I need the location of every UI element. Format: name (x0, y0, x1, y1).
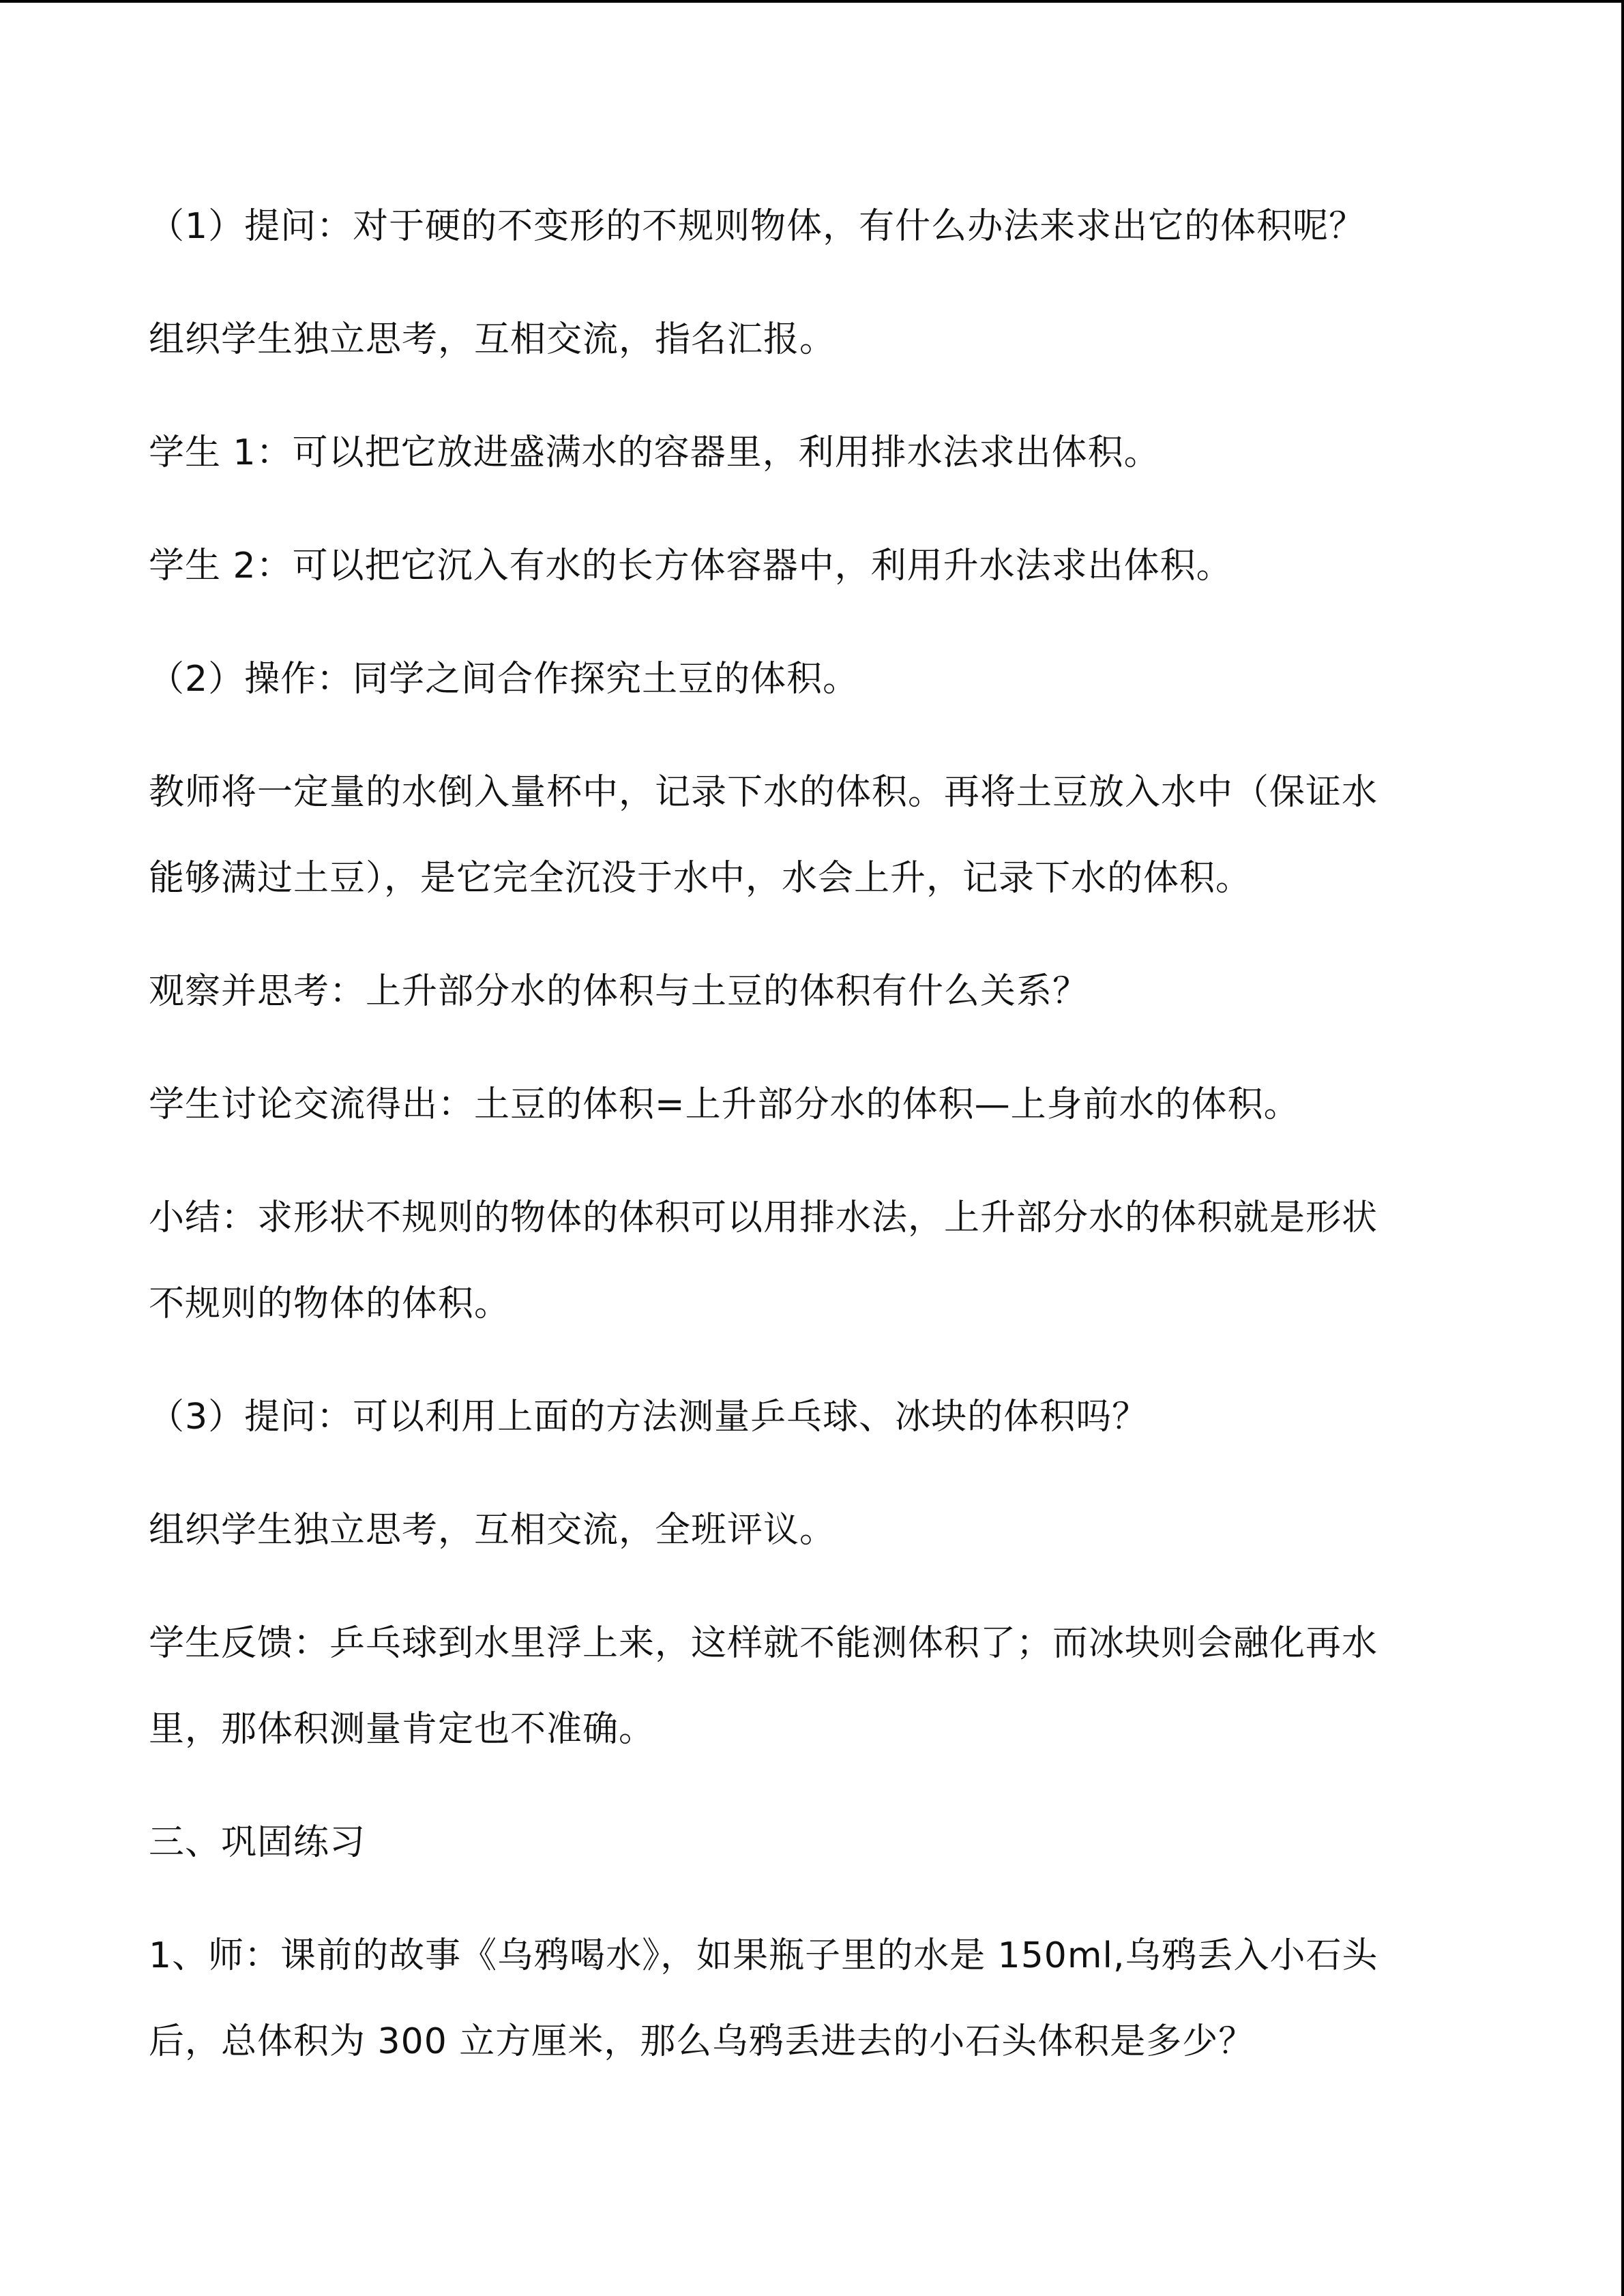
text-line: 学生 1：可以把它放进盛满水的容器里，利用排水法求出体积。 (149, 432, 1160, 473)
text-line: （1）提问：对于硬的不变形的不规则物体，有什么办法来求出它的体积呢？ (149, 206, 1365, 247)
section-heading: 三、巩固练习 (149, 1822, 366, 1863)
text-line: （3）提问：可以利用上面的方法测量乒乓球、冰块的体积吗？ (149, 1397, 1149, 1437)
text-line: 学生 2：可以把它沉入有水的长方体容器中，利用升水法求出体积。 (149, 546, 1232, 586)
text-line: 组织学生独立思考，互相交流，指名汇报。 (149, 319, 836, 360)
document-page (149, 205, 1486, 2063)
text-line: 1、师：课前的故事《乌鸦喝水》，如果瓶子里的水是 150ml,乌鸦丢入小石头 (149, 1935, 1378, 1976)
text-line: 里，那体积测量肯定也不准确。 (149, 1709, 655, 1750)
text-line: （2）操作：同学之间合作探究土豆的体积。 (149, 659, 859, 700)
text-line: 小结：求形状不规则的物体的体积可以用排水法，上升部分水的体积就是形状 (149, 1197, 1378, 1238)
text-line: 学生反馈：乒乓球到水里浮上来，这样就不能测体积了；而冰块则会融化再水 (149, 1623, 1378, 1664)
text-line: 观察并思考：上升部分水的体积与土豆的体积有什么关系？ (149, 971, 1089, 1012)
text-line: 不规则的物体的体积。 (149, 1283, 511, 1324)
text-line: 学生讨论交流得出：土豆的体积=上升部分水的体积—上身前水的体积。 (149, 1084, 1300, 1125)
text-line: 教师将一定量的水倒入量杯中，记录下水的体积。再将土豆放入水中（保证水 (149, 772, 1378, 813)
text-line: 能够满过土豆），是它完全沉没于水中，水会上升，记录下水的体积。 (149, 858, 1252, 899)
text-line: 后，总体积为 300 立方厘米，那么乌鸦丢进去的小石头体积是多少？ (149, 2021, 1255, 2062)
text-line: 组织学生独立思考，互相交流，全班评议。 (149, 1510, 836, 1551)
